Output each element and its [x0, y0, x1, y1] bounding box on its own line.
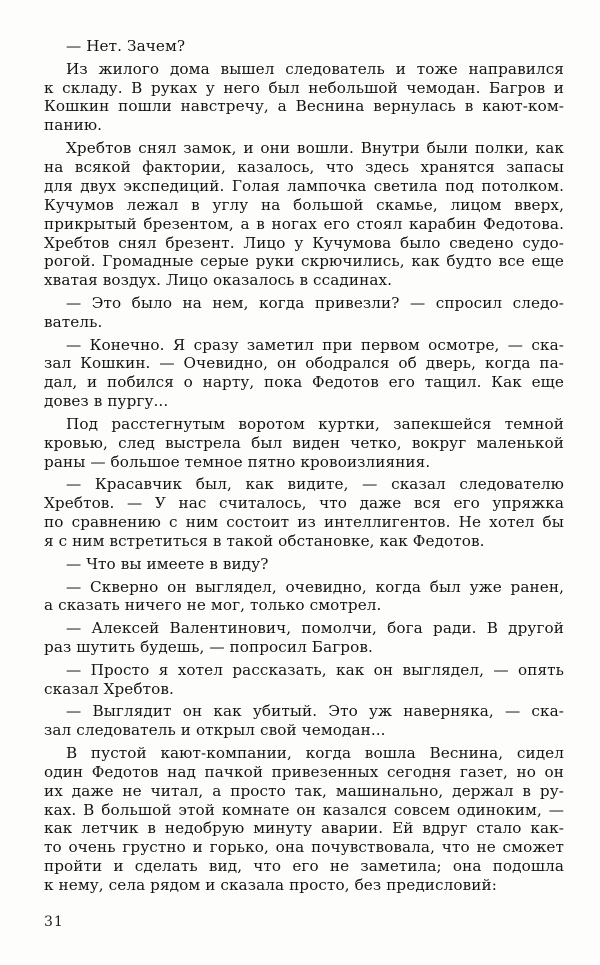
text-line-23: — Красавчик был, как видите, — сказал следователю [66, 475, 564, 493]
text-line-9: Кучумов лежал в углу на большой скамье, лицом вверх, [44, 196, 564, 214]
text-line-21: кровью, след выстрела был виден четко, вокруг маленькой [44, 434, 564, 452]
text-line-20: Под расстегнутым воротом куртки, запекшейся темной [66, 415, 564, 433]
text-line-43: к нему, села рядом и сказала просто, без предисловий: [44, 876, 497, 894]
text-line-25: по сравнению с ним состоит из интеллигентов. Не хотел бы [44, 513, 564, 531]
text-line-31: раз шутить будешь, — попросил Багров. [44, 638, 373, 656]
text-line-13: хватая воздух. Лицо оказалось в ссадинах. [44, 271, 393, 289]
text-line-42: пройти и сделать вид, что его не заметила; она подошла [44, 857, 564, 875]
text-line-41: то очень грустно и горько, она почувствовала, что не сможет [44, 838, 564, 856]
text-line-28: — Скверно он выглядел, очевидно, когда был уже ранен, [66, 578, 564, 596]
text-line-15: ватель. [44, 313, 103, 331]
text-line-1: — Нет. Зачем? [66, 37, 186, 55]
text-line-3: к складу. В руках у него был небольшой чемодан. Багров и [44, 79, 564, 97]
text-line-34: — Выглядит он как убитый. Это уж наверняка, — ска- [66, 702, 564, 720]
text-line-17: зал Кошкин. — Очевидно, он ободрался об дверь, когда па- [44, 354, 564, 372]
text-line-30: — Алексей Валентинович, помолчи, бога ради. В другой [66, 619, 564, 637]
text-line-2: Из жилого дома вышел следователь и тоже направился [66, 60, 564, 78]
text-line-5: панию. [44, 116, 103, 134]
text-line-26: я с ним встретиться в такой обстановке, как Федотов. [44, 532, 485, 550]
text-line-40: как летчик в недобрую минуту аварии. Ей вдруг стало как- [44, 819, 564, 837]
text-line-29: а сказать ничего не мог, только смотрел. [44, 596, 382, 614]
text-line-18: дал, и побился о нарту, пока Федотов его тащил. Как еще [44, 373, 564, 391]
text-line-33: сказал Хребтов. [44, 680, 174, 698]
text-line-12: рогой. Громадные серые руки скрючились, как будто все еще [44, 252, 564, 270]
text-line-24: Хребтов. — У нас считалось, что даже вся его упряжка [44, 494, 564, 512]
text-line-4: Кошкин пошли навстречу, а Веснина вернулась в кают-ком- [44, 97, 564, 115]
page-number: 31 [44, 914, 64, 930]
text-line-22: раны — большое темное пятно кровоизлияния. [44, 453, 431, 471]
text-line-37: один Федотов над пачкой привезенных сегодня газет, но он [44, 763, 564, 781]
text-line-7: на всякой фактории, казалось, что здесь хранятся запасы [44, 158, 564, 176]
text-line-19: довез в пургу... [44, 392, 169, 410]
text-line-11: Хребтов снял брезент. Лицо у Кучумова было сведено судо- [44, 234, 564, 252]
text-line-10: прикрытый брезентом, а в ногах его стоял карабин Федотова. [44, 215, 564, 233]
text-line-8: для двух экспедиций. Голая лампочка светила под потолком. [44, 177, 564, 195]
text-line-6: Хребтов снял замок, и они вошли. Внутри были полки, как [66, 139, 564, 157]
text-line-36: В пустой кают-компании, когда вошла Веснина, сидел [66, 744, 564, 762]
text-line-14: — Это было на нем, когда привезли? — спросил следо- [66, 294, 564, 312]
text-line-27: — Что вы имеете в виду? [66, 555, 269, 573]
text-line-16: — Конечно. Я сразу заметил при первом осмотре, — ска- [66, 336, 564, 354]
text-line-32: — Просто я хотел рассказать, как он выглядел, — опять [66, 661, 564, 679]
text-line-38: их даже не читал, а просто так, машинально, держал в ру- [44, 782, 564, 800]
text-line-39: ках. В большой этой комнате он казался совсем одиноким, — [44, 801, 564, 819]
text-line-35: зал следователь и открыл свой чемодан... [44, 721, 386, 739]
